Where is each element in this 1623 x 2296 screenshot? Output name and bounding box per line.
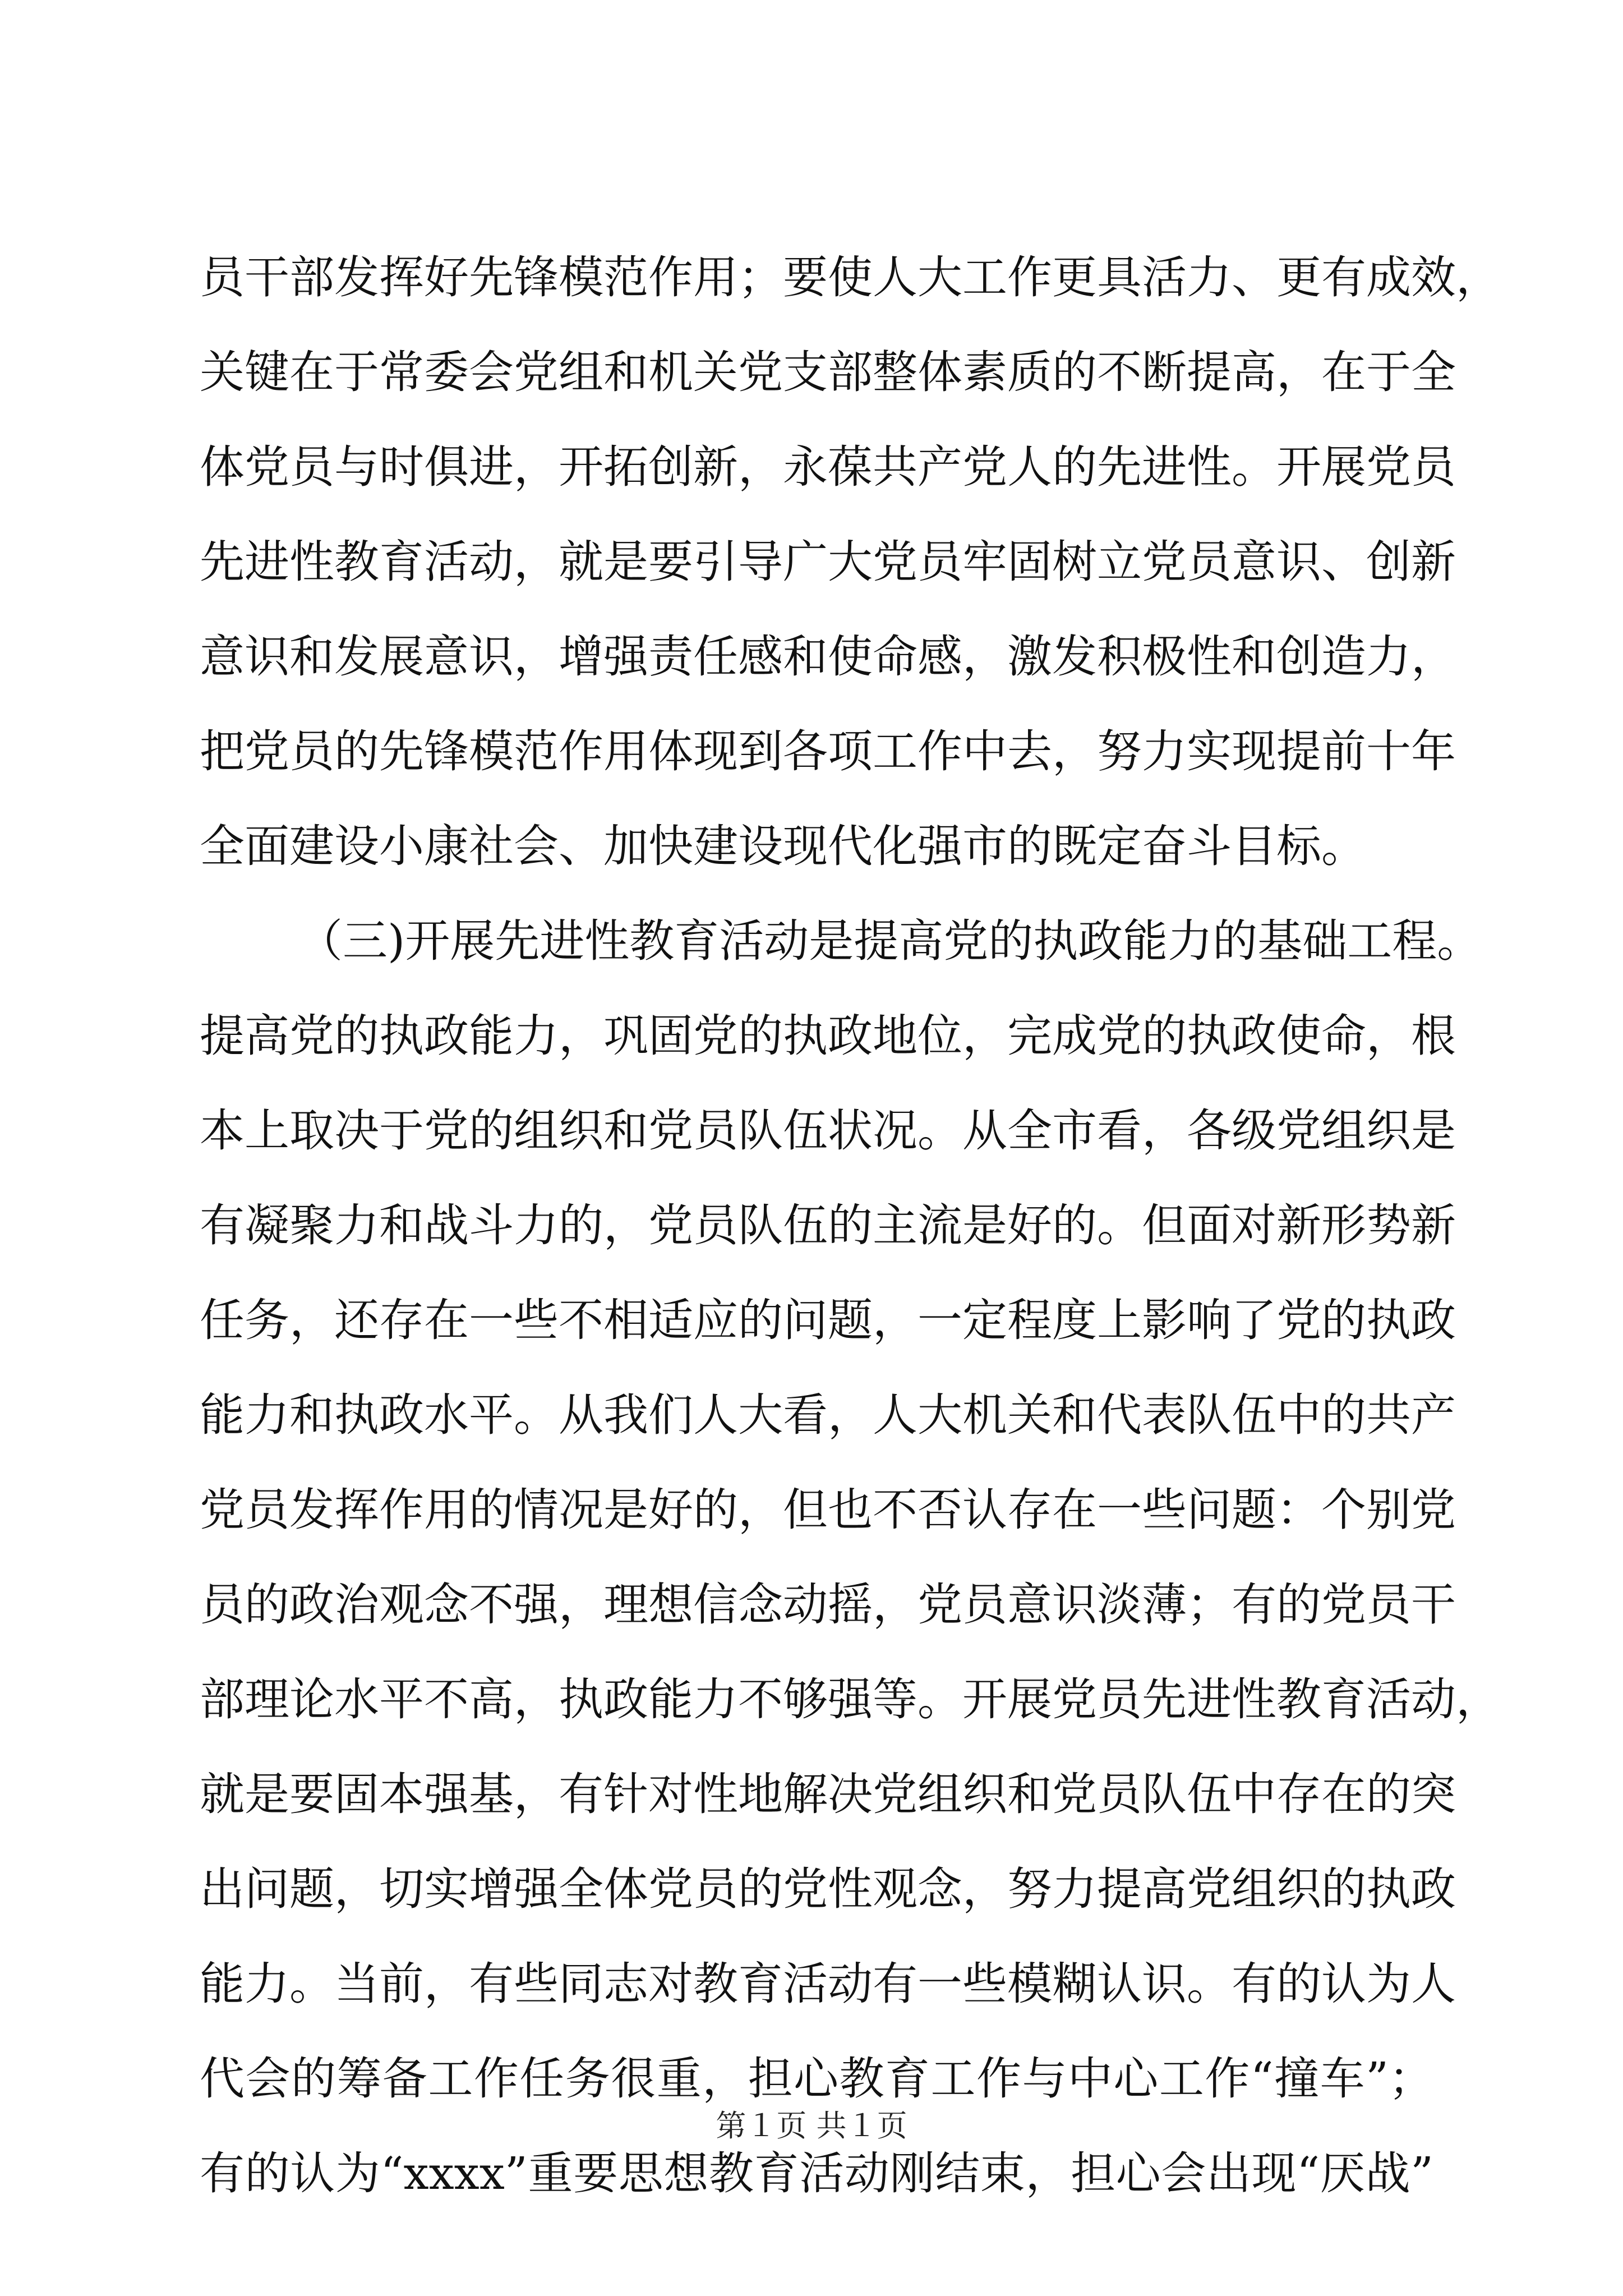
text-line: 体党员与时俱进，开拓创新，永葆共产党人的先进性。开展党员 <box>200 441 1456 493</box>
paragraph-end-line: 全面建设小康社会、加快建设现代化强市的既定奋斗目标。 <box>200 820 1366 872</box>
text-line: 能力和执政水平。从我们人大看，人大机关和代表队伍中的共产 <box>200 1389 1456 1441</box>
text-line: 有的认为“xxxx”重要思想教育活动刚结束，担心会出现“厌战” <box>200 2147 1433 2200</box>
text-line: 就是要固本强基，有针对性地解决党组织和党员队伍中存在的突 <box>200 1768 1456 1820</box>
text-line: 党员发挥作用的情况是好的，但也不否认存在一些问题：个别党 <box>200 1484 1456 1536</box>
text-line: 关键在于常委会党组和机关党支部整体素质的不断提高，在于全 <box>200 346 1456 398</box>
body-text <box>200 230 1501 2221</box>
text-line: 把党员的先锋模范作用体现到各项工作中去，努力实现提前十年 <box>200 725 1456 777</box>
section-heading-line: （三)开展先进性教育活动是提高党的执政能力的基础工程。 <box>298 915 1482 967</box>
text-line: 员干部发挥好先锋模范作用；要使人大工作更具活力、更有成效， <box>200 251 1501 303</box>
text-line: 部理论水平不高，执政能力不够强等。开展党员先进性教育活动， <box>200 1673 1501 1726</box>
text-line: 提高党的执政能力，巩固党的执政地位，完成党的执政使命，根 <box>200 1010 1456 1062</box>
text-line: 代会的筹备工作任务很重，担心教育工作与中心工作“撞车”； <box>200 2053 1433 2105</box>
page-footer: 第１页 共１页 <box>716 2108 907 2143</box>
text-line: 能力。当前，有些同志对教育活动有一些模糊认识。有的认为人 <box>200 1958 1456 2010</box>
text-line: 出问题，切实增强全体党员的党性观念，努力提高党组织的执政 <box>200 1863 1456 1915</box>
text-line: 本上取决于党的组织和党员队伍状况。从全市看，各级党组织是 <box>200 1105 1456 1157</box>
text-line: 先进性教育活动，就是要引导广大党员牢固树立党员意识、创新 <box>200 536 1456 588</box>
text-line: 有凝聚力和战斗力的，党员队伍的主流是好的。但面对新形势新 <box>200 1199 1456 1251</box>
text-line: 员的政治观念不强，理想信念动摇，党员意识淡薄；有的党员干 <box>200 1579 1456 1631</box>
text-line: 意识和发展意识，增强责任感和使命感，激发积极性和创造力， <box>200 631 1456 683</box>
text-line: 任务，还存在一些不相适应的问题，一定程度上影响了党的执政 <box>200 1294 1456 1346</box>
